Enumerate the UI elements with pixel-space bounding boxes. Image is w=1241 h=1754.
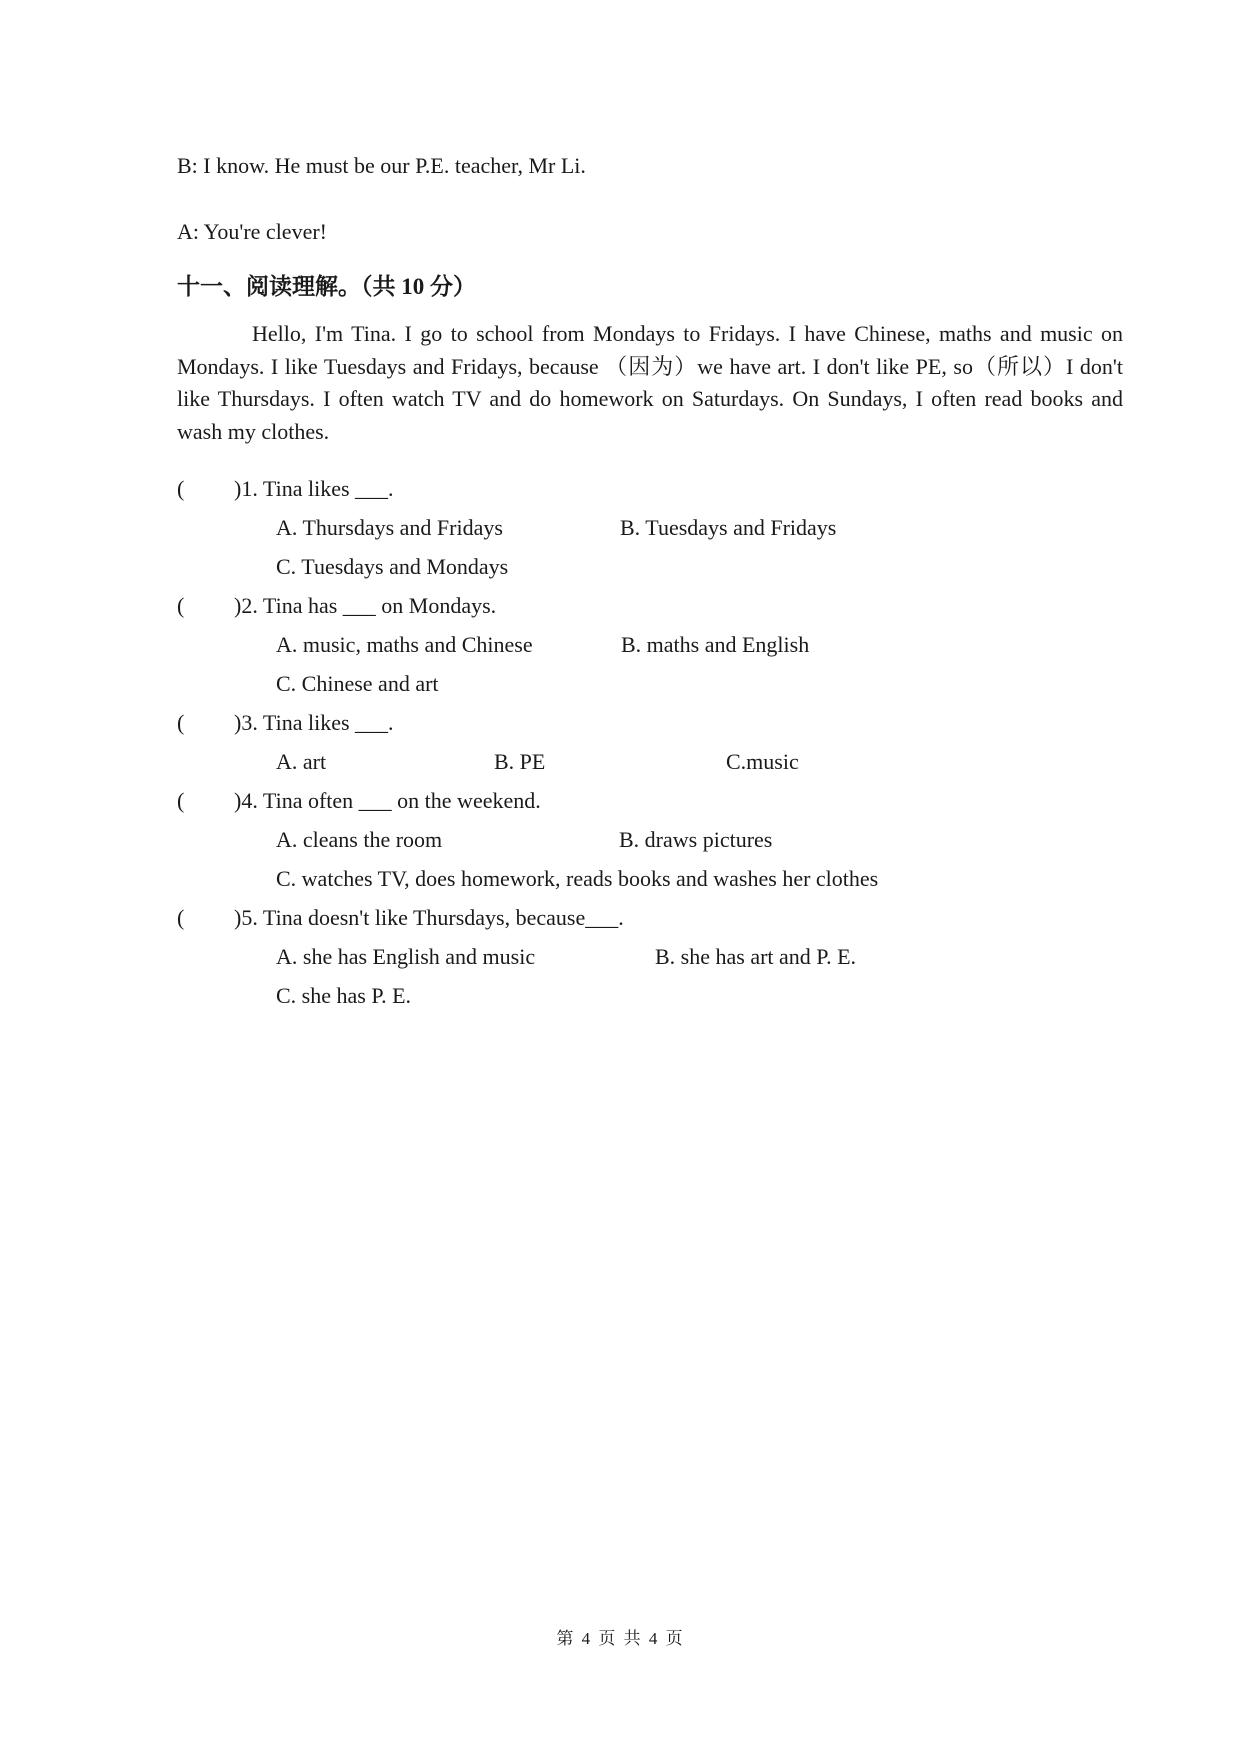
question-4-stem: 4. Tina often ___ on the weekend. xyxy=(241,788,541,813)
answer-bracket-close: )4. Tina often ___ on the weekend. xyxy=(234,788,541,813)
answer-bracket-close: )1. Tina likes ___. xyxy=(234,476,394,501)
question-4-option-b: B. draws pictures xyxy=(619,827,773,852)
question-5-option-c: C. she has P. E. xyxy=(276,983,412,1008)
question-1-option-a: A. Thursdays and Fridays xyxy=(276,515,503,540)
question-5-stem: 5. Tina doesn't like Thursdays, because___. xyxy=(241,905,624,930)
reading-passage xyxy=(177,318,1123,448)
section-heading: 十一、阅读理解。（共 10 分） xyxy=(177,274,476,299)
answer-bracket-close: )3. Tina likes ___. xyxy=(234,710,394,735)
answer-bracket-close: )2. Tina has ___ on Mondays. xyxy=(234,593,497,618)
question-1-option-c: C. Tuesdays and Mondays xyxy=(276,554,509,579)
answer-bracket-open: ( xyxy=(177,593,185,618)
page-footer: 第 4 页 共 4 页 xyxy=(556,1629,685,1648)
answer-bracket-open: ( xyxy=(177,905,185,930)
question-2-option-a: A. music, maths and Chinese xyxy=(276,632,533,657)
question-3-option-a: A. art xyxy=(276,749,327,774)
question-4-option-a: A. cleans the room xyxy=(276,827,443,852)
dialogue-line-a: A: You're clever! xyxy=(177,219,327,244)
question-5-option-a: A. she has English and music xyxy=(276,944,536,969)
answer-bracket-open: ( xyxy=(177,476,185,501)
dialogue-line-b: B: I know. He must be our P.E. teacher, Mr Li. xyxy=(177,153,586,178)
passage-text: Hello, I'm Tina. I go to school from Mondays to Fridays. I have Chinese, maths and music on Mondays. I like Tuesdays and Fridays, because （因为）we have art. I don't like PE, so（所以）I don't like Thursdays. I often watch TV and do homework on Saturdays. On Sundays, I often read books and wash my clothes. xyxy=(177,321,1123,444)
question-3-option-b: B. PE xyxy=(494,749,546,774)
question-2-stem: 2. Tina has ___ on Mondays. xyxy=(241,593,497,618)
question-5-option-b: B. she has art and P. E. xyxy=(655,944,857,969)
question-1-stem: 1. Tina likes ___. xyxy=(241,476,394,501)
question-2-option-c: C. Chinese and art xyxy=(276,671,439,696)
question-2-option-b: B. maths and English xyxy=(621,632,810,657)
question-3-stem: 3. Tina likes ___. xyxy=(241,710,394,735)
question-3-option-c: C.music xyxy=(726,749,799,774)
answer-bracket-open: ( xyxy=(177,788,185,813)
question-1-option-b: B. Tuesdays and Fridays xyxy=(620,515,837,540)
answer-bracket-close: )5. Tina doesn't like Thursdays, because___. xyxy=(234,905,624,930)
answer-bracket-open: ( xyxy=(177,710,185,735)
question-4-option-c: C. watches TV, does homework, reads books and washes her clothes xyxy=(276,866,879,891)
